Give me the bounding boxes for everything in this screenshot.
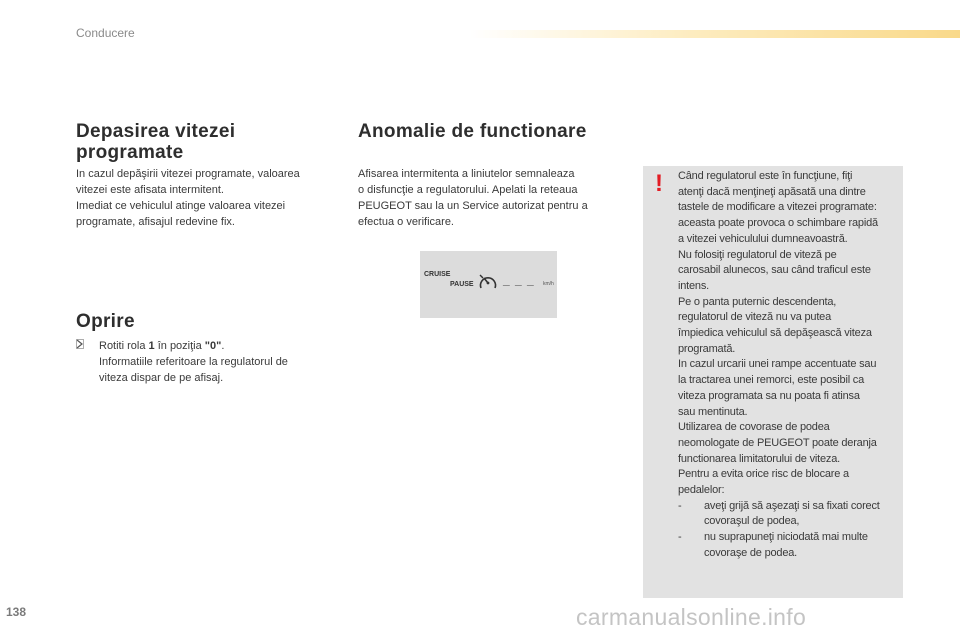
- warning-item-line1: aveţi grijă să aşezaţi si sa fixati corect: [704, 499, 880, 512]
- section-header-title: Conducere: [76, 26, 135, 40]
- warning-line: regulatorul de viteză nu va putea: [678, 311, 832, 324]
- list-dash: -: [678, 531, 682, 544]
- malfunction-line: efectua o verificare.: [358, 216, 454, 228]
- malfunction-text: [358, 166, 628, 230]
- stop-instruction-line2: Informatiile referitoare la regulatorul de: [99, 356, 288, 368]
- speed-exceeded-line: programate, afisajul redevine fix.: [76, 216, 235, 228]
- warning-box: [643, 166, 903, 598]
- warning-line: functionarea limitatorului de viteza.: [678, 452, 840, 465]
- warning-line: neomologate de PEUGEOT poate deranja: [678, 436, 877, 449]
- warning-line: atenţi dacă menţineţi apăsată una dintre: [678, 185, 866, 198]
- warning-line: In cazul urcarii unei rampe accentuate sau: [678, 358, 877, 371]
- stop-text-middle: în poziţia: [154, 340, 205, 352]
- position-value: "0": [204, 340, 222, 352]
- speed-exceeded-line: Imediat ce vehiculul atinge valoarea vitezei: [76, 200, 286, 212]
- stop-instruction-line1: [99, 338, 326, 354]
- warning-line: sau mentinuta.: [678, 405, 748, 418]
- warning-line: Nu folosiţi regulatorul de viteză pe: [678, 248, 837, 261]
- speed-exceeded-heading-line1: Depasirea vitezei: [76, 121, 236, 142]
- stop-heading: Oprire: [76, 311, 135, 332]
- warning-line: împiedica vehiculul să depăşească viteza: [678, 327, 872, 340]
- cruise-display-illustration: [420, 251, 557, 318]
- warning-item-line2: covoraşul de podea,: [704, 515, 800, 528]
- header-accent-bar: [470, 30, 960, 38]
- speed-exceeded-heading-line2: programate: [76, 142, 184, 163]
- warning-line: carosabil alunecos, sau când traficul este: [678, 264, 871, 277]
- cruise-label: CRUISE: [424, 271, 451, 278]
- malfunction-line: o disfuncţie a regulatorului. Apelati la reteaua: [358, 184, 578, 196]
- speed-limiter-icon: [478, 273, 498, 296]
- warning-line: Când regulatorul este în funcţiune, fiţi: [678, 170, 853, 182]
- malfunction-line: PEUGEOT sau la un Service autorizat pentru a: [358, 200, 588, 212]
- warning-line: pedalelor:: [678, 484, 725, 497]
- warning-line: tastele de modificare a vitezei programate:: [678, 201, 877, 214]
- warning-line: intens.: [678, 279, 710, 292]
- speed-unit: km/h: [543, 281, 554, 287]
- bullet-arrow-icon: [76, 338, 84, 354]
- speed-exceeded-line: vitezei este afisata intermitent.: [76, 184, 224, 196]
- warning-line: Pe o panta puternic descendenta,: [678, 295, 837, 308]
- warning-list-item: [678, 499, 900, 530]
- warning-exclamation-icon: !: [655, 170, 663, 197]
- page-number: 138: [6, 605, 27, 619]
- speed-dashes: _ _ _: [503, 273, 535, 287]
- warning-line: Pentru a evita orice risc de blocare a: [678, 468, 849, 481]
- warning-line: viteza programata sa nu poata fi atinsa: [678, 389, 860, 402]
- stop-text-after: .: [221, 340, 225, 352]
- warning-line: Utilizarea de covorase de podea: [678, 421, 830, 434]
- malfunction-line: Afisarea intermitenta a liniutelor semnaleaza: [358, 168, 575, 180]
- warning-line: la tractarea unei remorci, este posibil ca: [678, 374, 865, 387]
- speed-exceeded-heading: [76, 121, 235, 163]
- watermark: carmanualsonline.info: [576, 604, 807, 630]
- malfunction-heading: Anomalie de functionare: [358, 121, 587, 142]
- warning-line: programată.: [678, 342, 736, 355]
- pause-label: PAUSE: [450, 281, 474, 288]
- warning-item-line1: nu suprapuneţi niciodată mai multe: [704, 531, 868, 544]
- knob-number: 1: [148, 340, 155, 352]
- warning-text: [678, 169, 900, 562]
- warning-line: a vitezei vehiculului dumneavoastră.: [678, 232, 848, 245]
- list-dash: -: [678, 499, 682, 512]
- stop-instruction-line3: viteza dispar de pe afisaj.: [99, 372, 224, 384]
- stop-instruction: [76, 338, 326, 386]
- speed-exceeded-line: In cazul depăşirii vitezei programate, valoarea: [76, 168, 300, 180]
- warning-item-line2: covoraşe de podea.: [704, 546, 798, 559]
- speed-exceeded-text: [76, 166, 331, 230]
- warning-list-item: [678, 530, 900, 561]
- stop-text-before: Rotiti rola: [99, 340, 149, 352]
- warning-line: aceasta poate provoca o schimbare rapidă: [678, 217, 878, 230]
